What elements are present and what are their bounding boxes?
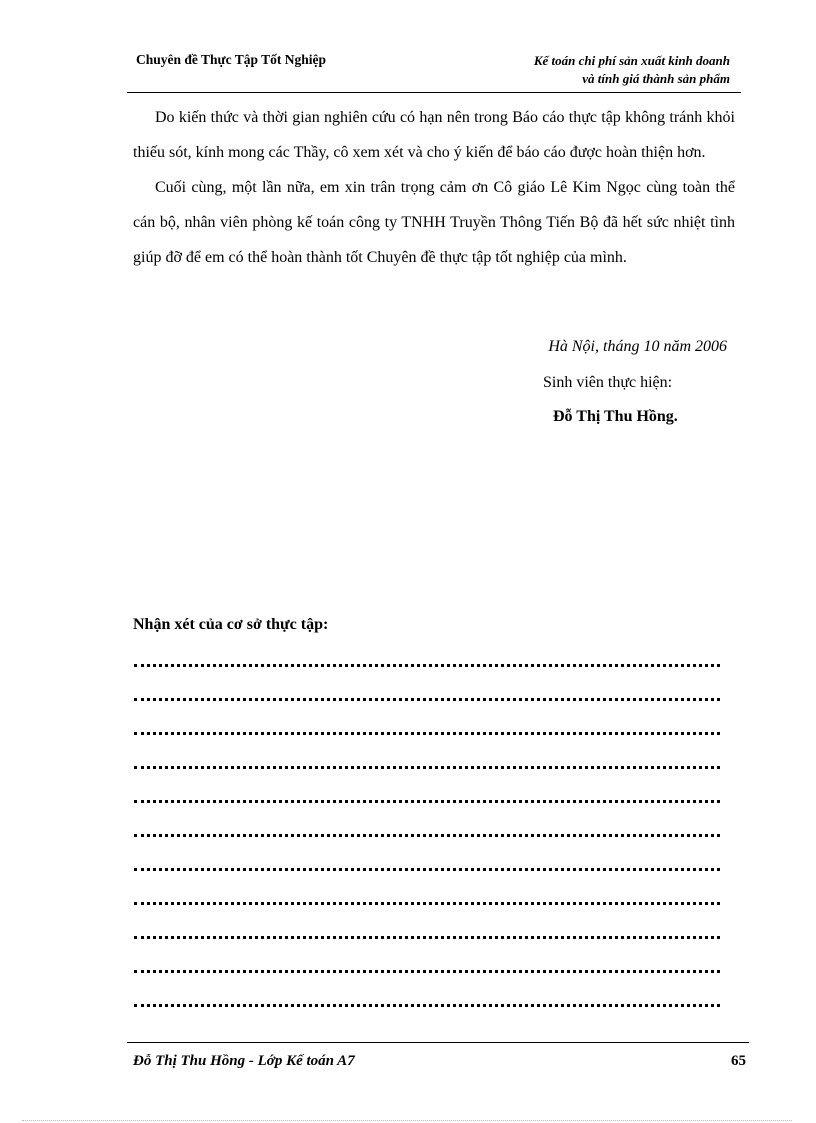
body-text [133, 100, 735, 275]
signature-name: Đỗ Thị Thu Hồng. [553, 408, 678, 425]
review-dotted-line [134, 888, 720, 922]
review-dotted-line [134, 990, 720, 1024]
header-left: Chuyên đề Thực Tập Tốt Nghiệp [136, 52, 327, 67]
review-dotted-line [134, 718, 720, 752]
review-dotted-line [134, 786, 720, 820]
review-dotted-line [134, 820, 720, 854]
page-edge [22, 1120, 792, 1121]
footer-divider [127, 1042, 749, 1043]
signature-date: Hà Nội, tháng 10 năm 2006 [548, 338, 727, 355]
review-dotted-line [134, 752, 720, 786]
header-right [440, 52, 730, 88]
header-right-line-1: Kế toán chi phí sản xuất kinh doanh [533, 53, 730, 68]
signature-role: Sinh viên thực hiện: [543, 374, 673, 391]
paragraph-1: Do kiến thức và thời gian nghiên cứu có hạn nên trong Báo cáo thực tập không tránh khỏi thiếu sót, kính mong các Thầy, cô xem xét và cho ý kiến để báo cáo được hoàn thiện hơn. [133, 109, 735, 161]
review-dotted-line [134, 922, 720, 956]
review-dotted-line [134, 854, 720, 888]
header-divider [127, 92, 741, 93]
review-dotted-line [134, 956, 720, 990]
review-dotted-line [134, 650, 720, 684]
header-right-line-2: và tính giá thành sản phẩm [582, 71, 730, 86]
review-heading: Nhận xét của cơ sở thực tập: [133, 616, 329, 633]
review-dotted-lines [134, 650, 720, 1024]
review-dotted-line [134, 684, 720, 718]
footer-author: Đỗ Thị Thu Hồng - Lớp Kế toán A7 [133, 1053, 355, 1069]
page-number: 65 [731, 1053, 746, 1069]
paragraph-2: Cuối cùng, một lần nữa, em xin trân trọng cảm ơn Cô giáo Lê Kim Ngọc cùng toàn thể cán bộ, nhân viên phòng kế toán công ty TNHH Truyền Thông Tiến Bộ đã hết sức nhiệt tình giúp đỡ để em có thể hoàn thành tốt Chuyên đề thực tập tốt nghiệp của mình. [133, 179, 735, 266]
